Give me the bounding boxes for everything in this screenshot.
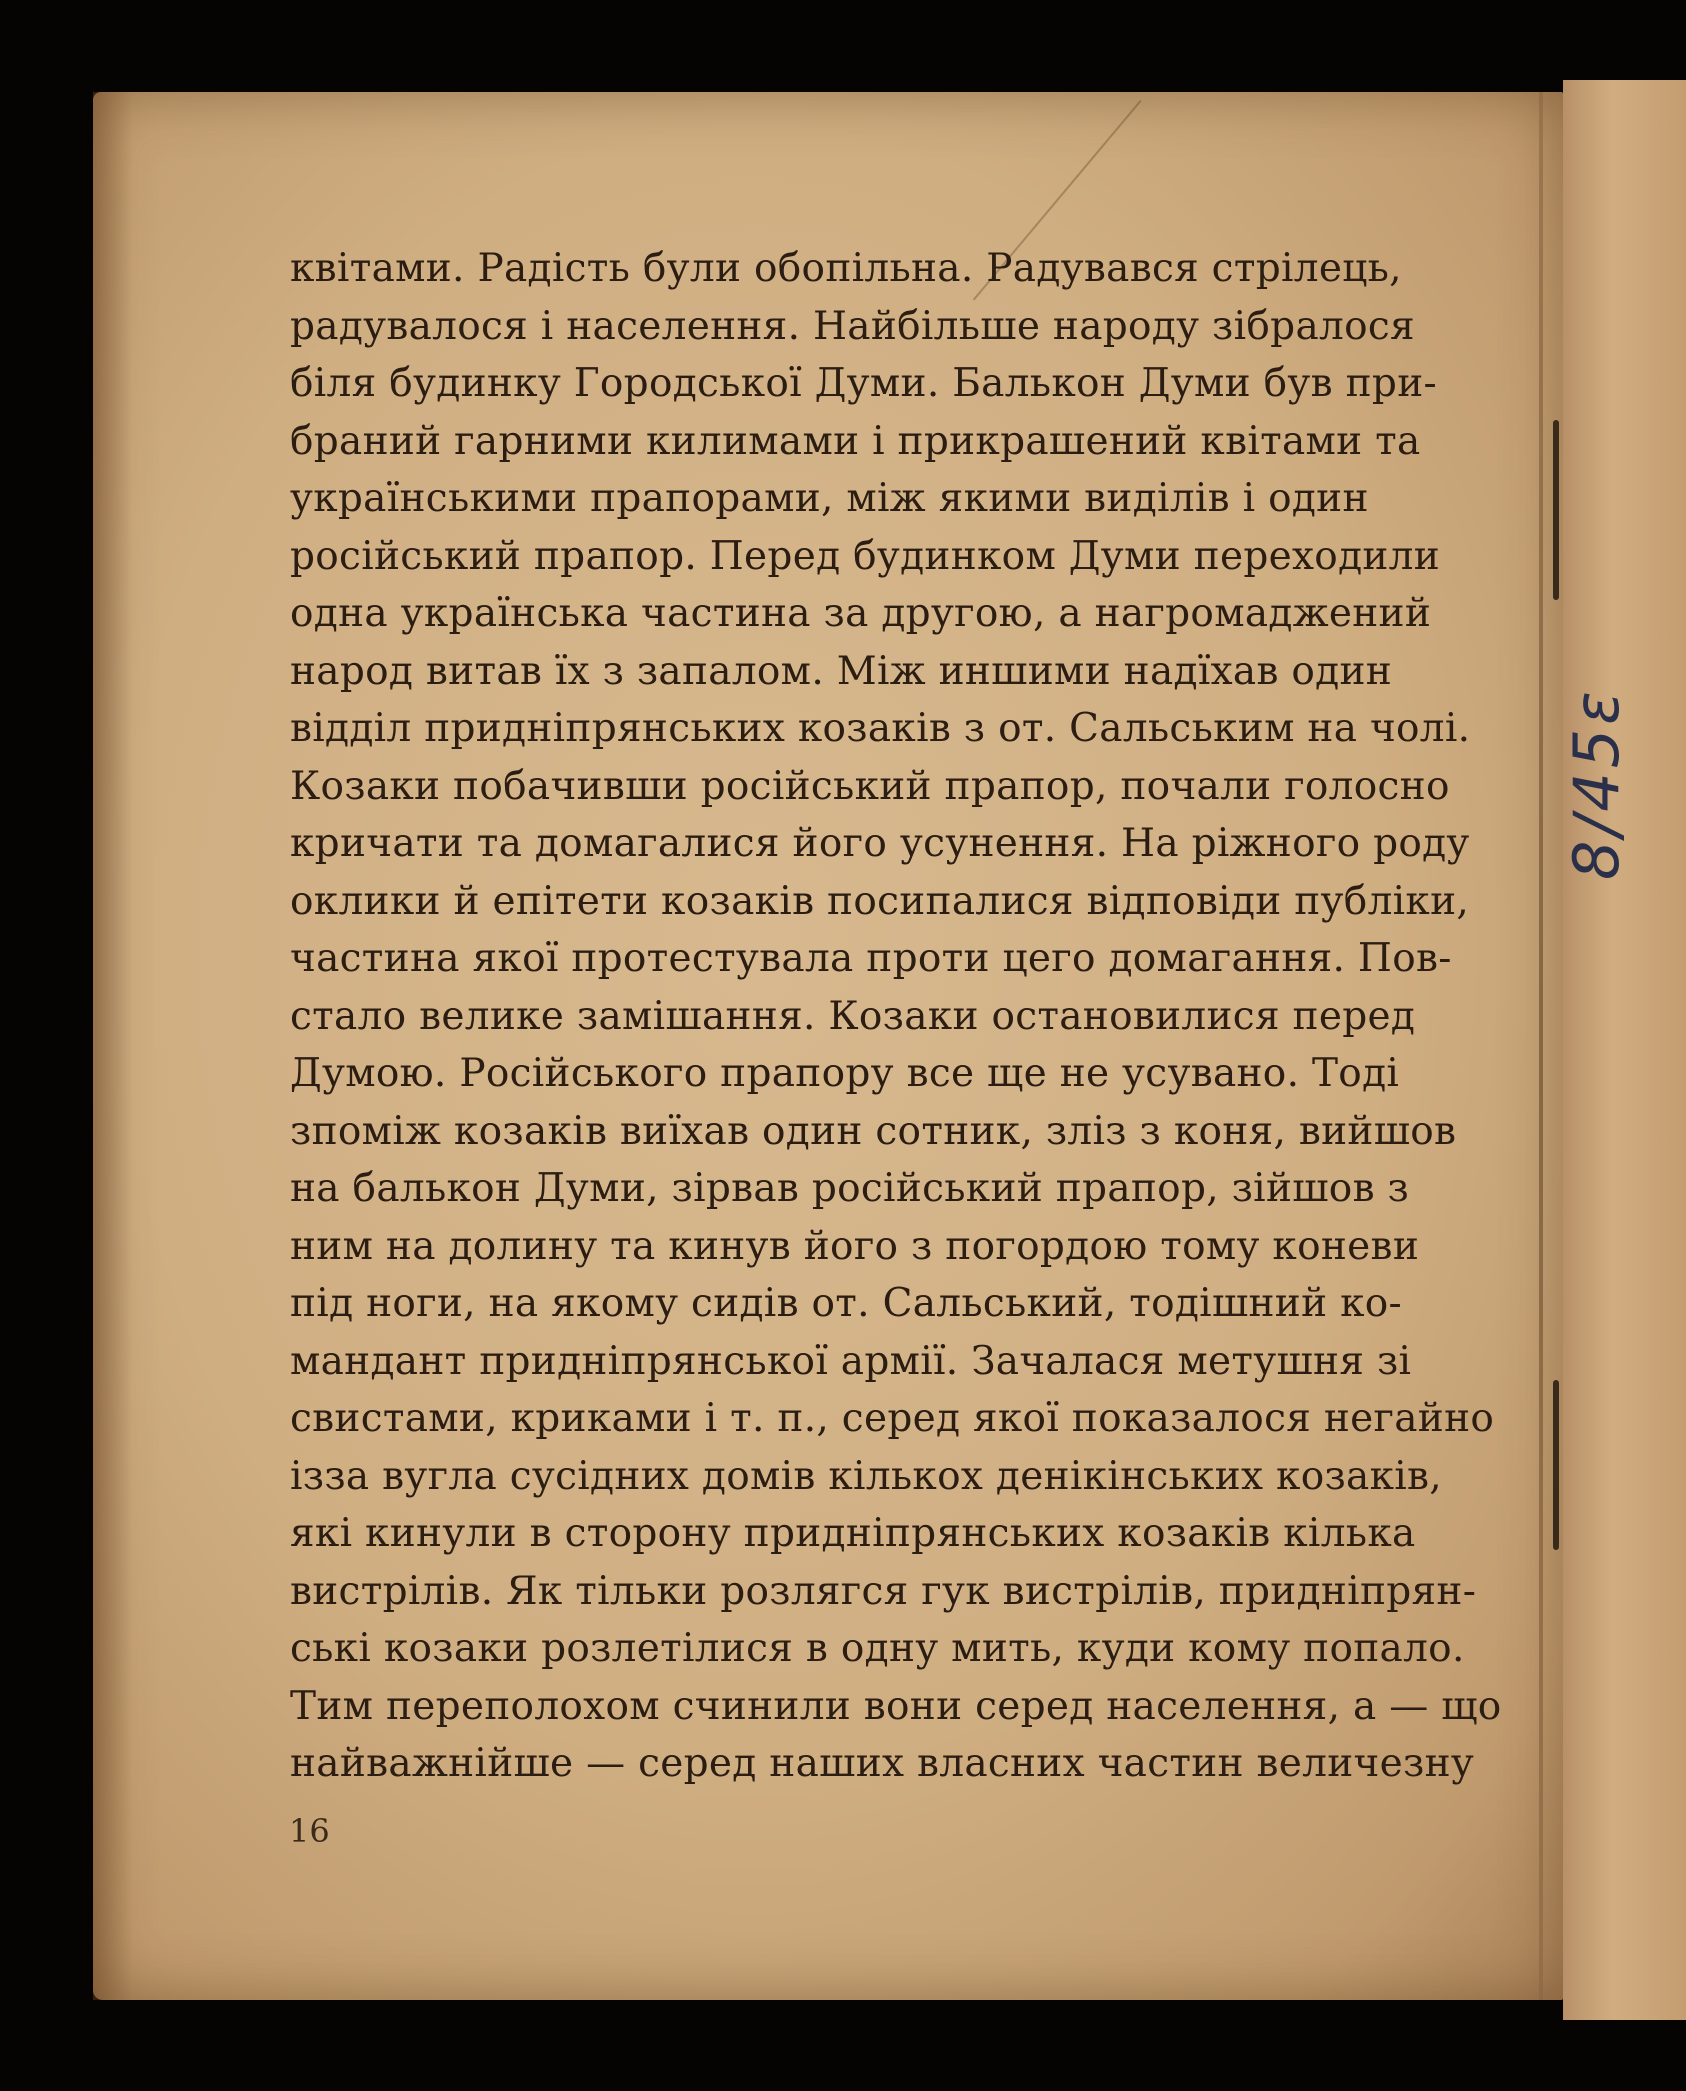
text-line: Тим переполохом счинили вони серед населення, а — що [290, 1683, 1502, 1729]
text-line: російський прапор. Перед будинком Думи переходили [290, 533, 1441, 579]
text-line: зпоміж козаків виїхав один сотник, зліз з коня, вийшов [290, 1108, 1457, 1154]
text-line: які кинули в сторону придніпрянських козаків кілька [290, 1511, 1416, 1556]
text-line: ізза вугла сусідних домів кількох денікінських козаків, [290, 1453, 1442, 1499]
text-line: свистами, криками і т. п., серед якої показалося негайно [290, 1396, 1495, 1441]
text-line: народ витав їх з запалом. Між иншими надїхав один [290, 648, 1393, 694]
text-line: стало велике замішання. Козаки остановилися перед [290, 993, 1416, 1039]
text-line: під ноги, на якому сидів от. Сальський, тодішний ко- [290, 1281, 1403, 1326]
text-line: ним на долину та кинув його з погордою тому коневи [290, 1223, 1420, 1269]
text-line: Думою. Російського прапору все ще не усувано. Тоді [290, 1051, 1400, 1096]
page-number: 16 [289, 1812, 330, 1850]
handwritten-shelfmark: 8/45ε [1560, 687, 1633, 880]
text-line: квітами. Радість були обопільна. Радувався стрілець, [290, 246, 1402, 291]
binding-stitch [1553, 520, 1559, 600]
text-line: мандант придніпрянської армії. Зачалася метушня зі [290, 1338, 1412, 1384]
text-line: кричати та домагалися його усунення. На ріжного роду [290, 821, 1470, 866]
text-line: одна українська частина за другою, а нагромаджений [290, 591, 1432, 636]
text-line: Козаки побачивши російський прапор, почали голосно [290, 763, 1450, 809]
binding-stitch [1553, 420, 1559, 530]
text-line: на балькон Думи, зірвав російський прапор, зійшов з [290, 1166, 1410, 1211]
text-line: найважнійше — серед наших власних частин величезну [290, 1741, 1475, 1786]
text-line: оклики й епітети козаків посипалися відповіди публіки, [290, 878, 1470, 924]
adjacent-page-strip [1563, 80, 1686, 2020]
text-line: відділ придніпрянських козаків з от. Сальським на чолі. [290, 706, 1471, 751]
text-line: браний гарними килимами і прикрашений квітами та [290, 418, 1421, 464]
text-line: вистрілів. Як тільки розлягся гук вистрілів, придніпрян- [290, 1568, 1477, 1614]
body-text [290, 240, 1502, 1793]
binding-stitch [1553, 1490, 1559, 1550]
text-line: частина якої протестувала проти цего домагання. Пов- [290, 936, 1452, 981]
text-line: ські козаки розлетілися в одну мить, куди кому попало. [290, 1626, 1465, 1671]
text-line: біля будинку Городської Думи. Балькон Думи був при- [290, 361, 1437, 406]
binding-fold [1539, 92, 1543, 2000]
page-edge-shadow [93, 92, 133, 2000]
text-line: українськими прапорами, між якими виділів і один [290, 476, 1369, 521]
text-line: радувалося і населення. Найбільше народу зібралося [290, 303, 1415, 349]
